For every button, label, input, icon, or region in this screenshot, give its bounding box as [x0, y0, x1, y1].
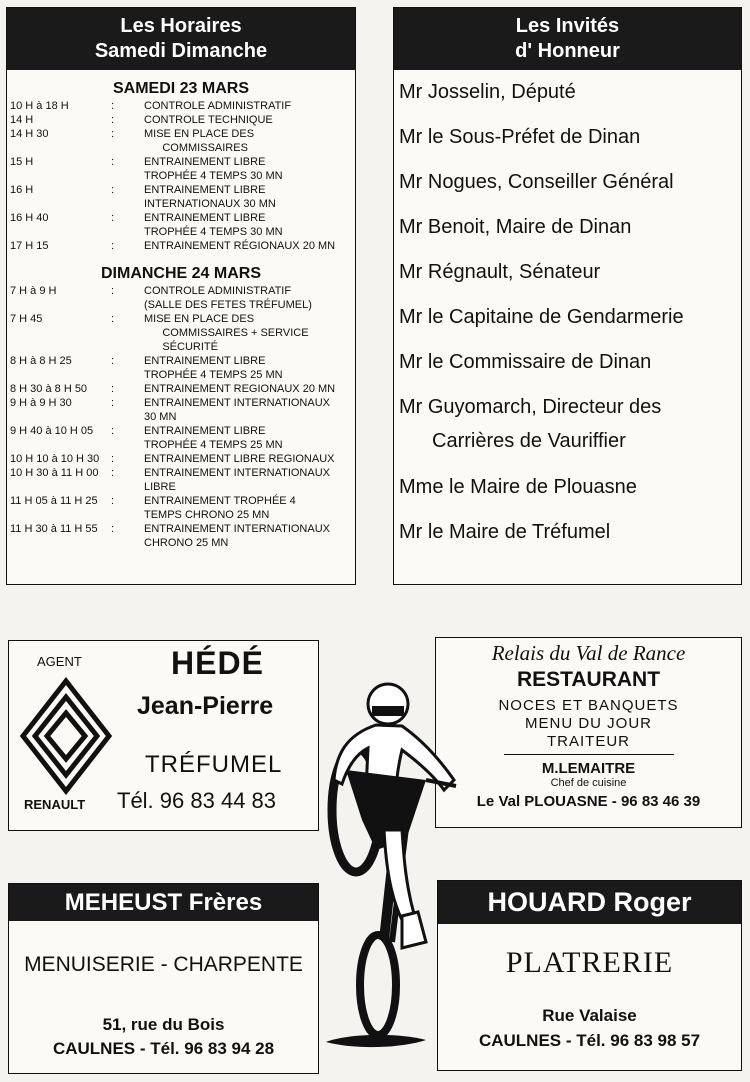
schedule-time: 15 H [10, 156, 34, 168]
day-title: SAMEDI 23 MARS [112, 80, 250, 97]
schedule-row [7, 522, 355, 550]
day-title: DIMANCHE 24 MARS [100, 265, 261, 282]
guest-item: Mr Josselin, Député [399, 81, 576, 103]
schedule-separator: : [111, 184, 115, 196]
schedule-separator: : [111, 425, 115, 437]
schedule-row [7, 99, 355, 113]
schedule-row [7, 183, 355, 211]
schedule-description: CONTROLE ADMINISTRATIF (SALLE DES FETES TRÉFUMEL) [144, 285, 312, 311]
schedule-time: 8 H à 8 H 25 [10, 355, 72, 367]
schedule-description: ENTRAINEMENT LIBRE TROPHÉE 4 TEMPS 30 MN [144, 212, 283, 238]
schedule-row [7, 211, 355, 239]
schedule-separator: : [111, 495, 115, 507]
schedule-time: 10 H à 18 H [10, 100, 69, 112]
schedule-time: 16 H [10, 184, 34, 196]
relais-line1: NOCES ET BANQUETS [498, 697, 679, 714]
schedule-row [7, 239, 355, 253]
schedule-time: 9 H à 9 H 30 [10, 397, 72, 409]
meheust-address: 51, rue du Bois [102, 1015, 225, 1034]
guest-item-continued: Carrières de Vauriffier [432, 430, 626, 452]
schedule-description: ENTRAINEMENT RÉGIONAUX 20 MN [144, 240, 336, 252]
guest-item: Mme le Maire de Plouasne [399, 476, 637, 498]
schedule-row [7, 494, 355, 522]
invites-title-line1: Les Invités [515, 15, 620, 37]
guest-item: Mr Benoit, Maire de Dinan [399, 216, 632, 238]
relais-owner: M.LEMAITRE [541, 760, 636, 777]
schedule-time: 14 H [10, 114, 34, 126]
guest-item: Mr Nogues, Conseiller Général [399, 171, 674, 193]
motocross-rider-icon [306, 680, 466, 1060]
ad-meheust [8, 883, 319, 1074]
schedule-description: ENTRAINEMENT LIBRE TROPHÉE 4 TEMPS 25 MN [144, 355, 283, 381]
schedule-row [7, 284, 355, 312]
schedule-separator: : [111, 397, 115, 409]
schedule-description: MISE EN PLACE DES COMMISSAIRES + SERVICE SÉCURITÉ [144, 313, 309, 353]
schedule-separator: : [111, 523, 115, 535]
houard-title: HOUARD Roger [438, 881, 741, 924]
relais-restaurant: RESTAURANT [516, 668, 661, 691]
schedule-row [7, 452, 355, 466]
hede-name: HÉDÉ [171, 645, 264, 681]
schedule-separator: : [111, 285, 115, 297]
guest-item: Mr le Capitaine de Gendarmerie [399, 306, 684, 328]
schedule-separator: : [111, 156, 115, 168]
relais-line2: MENU DU JOUR [525, 715, 652, 732]
meheust-trade: MENUISERIE - CHARPENTE [24, 953, 303, 976]
houard-trade: PLATRERIE [505, 946, 674, 979]
schedule-separator: : [111, 212, 115, 224]
renault-logo-icon [19, 677, 113, 795]
ad-relais [435, 637, 742, 828]
schedule-separator: : [111, 383, 115, 395]
schedule-separator: : [111, 100, 115, 112]
guest-list [394, 70, 741, 544]
invites-header [394, 8, 741, 70]
schedule-row [7, 424, 355, 452]
agent-label: AGENT [37, 654, 82, 669]
hede-phone: Tél. 96 83 44 83 [117, 788, 277, 813]
schedule-row [7, 382, 355, 396]
horaires-header [7, 8, 355, 70]
schedule-time: 10 H 30 à 11 H 00 [10, 467, 99, 479]
schedule-description: CONTROLE TECHNIQUE [144, 114, 273, 126]
guest-item: Mr le Maire de Tréfumel [399, 521, 611, 543]
schedule-description: ENTRAINEMENT REGIONAUX 20 MN [144, 383, 336, 395]
ad-houard [437, 880, 742, 1071]
schedule-separator: : [111, 128, 115, 140]
schedule-time: 10 H 10 à 10 H 30 [10, 453, 100, 465]
schedule-separator: : [111, 355, 115, 367]
schedule-separator: : [111, 114, 115, 126]
relais-line3: TRAITEUR [547, 733, 630, 750]
schedule-description: ENTRAINEMENT LIBRE TROPHÉE 4 TEMPS 25 MN [144, 425, 283, 451]
meheust-title: MEHEUST Frères [9, 884, 318, 921]
relais-divider [504, 754, 674, 755]
guest-item: Mr le Sous-Préfet de Dinan [399, 126, 641, 148]
schedule-row [7, 113, 355, 127]
schedule-time: 8 H 30 à 8 H 50 [10, 383, 88, 395]
houard-address: Rue Valaise [542, 1006, 637, 1025]
schedule-time: 7 H à 9 H [10, 285, 57, 297]
schedule-description: ENTRAINEMENT INTERNATIONAUX 30 MN [144, 397, 330, 423]
meheust-phone: CAULNES - Tél. 96 83 94 28 [52, 1039, 275, 1058]
schedule-description: MISE EN PLACE DES COMMISSAIRES [144, 128, 255, 154]
schedule-separator: : [111, 313, 115, 325]
schedule-time: 17 H 15 [10, 240, 49, 252]
guest-item: Mr Guyomarch, Directeur des [399, 396, 662, 418]
schedule-description: ENTRAINEMENT TROPHÉE 4 TEMPS CHRONO 25 MN [144, 495, 296, 521]
hede-firstname: Jean-Pierre [137, 692, 274, 720]
schedule-time: 11 H 05 à 11 H 25 [10, 495, 98, 507]
guest-item: Mr le Commissaire de Dinan [399, 351, 652, 373]
guest-item: Mr Régnault, Sénateur [399, 261, 601, 283]
relais-phone: Le Val PLOUASNE - 96 83 46 39 [476, 793, 701, 810]
schedule-row [7, 396, 355, 424]
schedule-time: 14 H 30 [10, 128, 49, 140]
horaires-title-line2: Samedi Dimanche [94, 40, 268, 62]
schedule-separator: : [111, 453, 115, 465]
schedule-row [7, 155, 355, 183]
houard-phone: CAULNES - Tél. 96 83 98 57 [478, 1031, 701, 1050]
ad-hede [8, 640, 319, 831]
schedule-description: CONTROLE ADMINISTRATIF [144, 100, 292, 112]
schedule-description: ENTRAINEMENT LIBRE TROPHÉE 4 TEMPS 30 MN [144, 156, 283, 182]
schedule-description: ENTRAINEMENT LIBRE INTERNATIONAUX 30 MN [144, 184, 276, 210]
schedule-description: ENTRAINEMENT INTERNATIONAUX CHRONO 25 MN [144, 523, 330, 549]
renault-brand: RENAULT [24, 797, 86, 812]
hede-town: TRÉFUMEL [145, 751, 283, 778]
horaires-panel [6, 7, 356, 585]
relais-script-title: Relais du Val de Rance [491, 641, 686, 665]
relais-role: Chef de cuisine [550, 777, 627, 789]
schedule-separator: : [111, 240, 115, 252]
schedule-row [7, 312, 355, 354]
schedule-row [7, 354, 355, 382]
schedule-description: ENTRAINEMENT INTERNATIONAUX LIBRE [144, 467, 330, 493]
schedule-row [7, 127, 355, 155]
schedule-time: 11 H 30 à 11 H 55 [10, 523, 98, 535]
schedule-description: ENTRAINEMENT LIBRE REGIONAUX [144, 453, 335, 465]
schedule-time: 16 H 40 [10, 212, 49, 224]
schedule-time: 7 H 45 [10, 313, 43, 325]
invites-title-line2: d' Honneur [515, 40, 620, 62]
invites-panel [393, 7, 742, 585]
schedule-time: 9 H 40 à 10 H 05 [10, 425, 94, 437]
schedule-days [7, 80, 355, 550]
horaires-title-line1: Les Horaires [120, 15, 242, 37]
schedule-separator: : [111, 467, 115, 479]
schedule-row [7, 466, 355, 494]
